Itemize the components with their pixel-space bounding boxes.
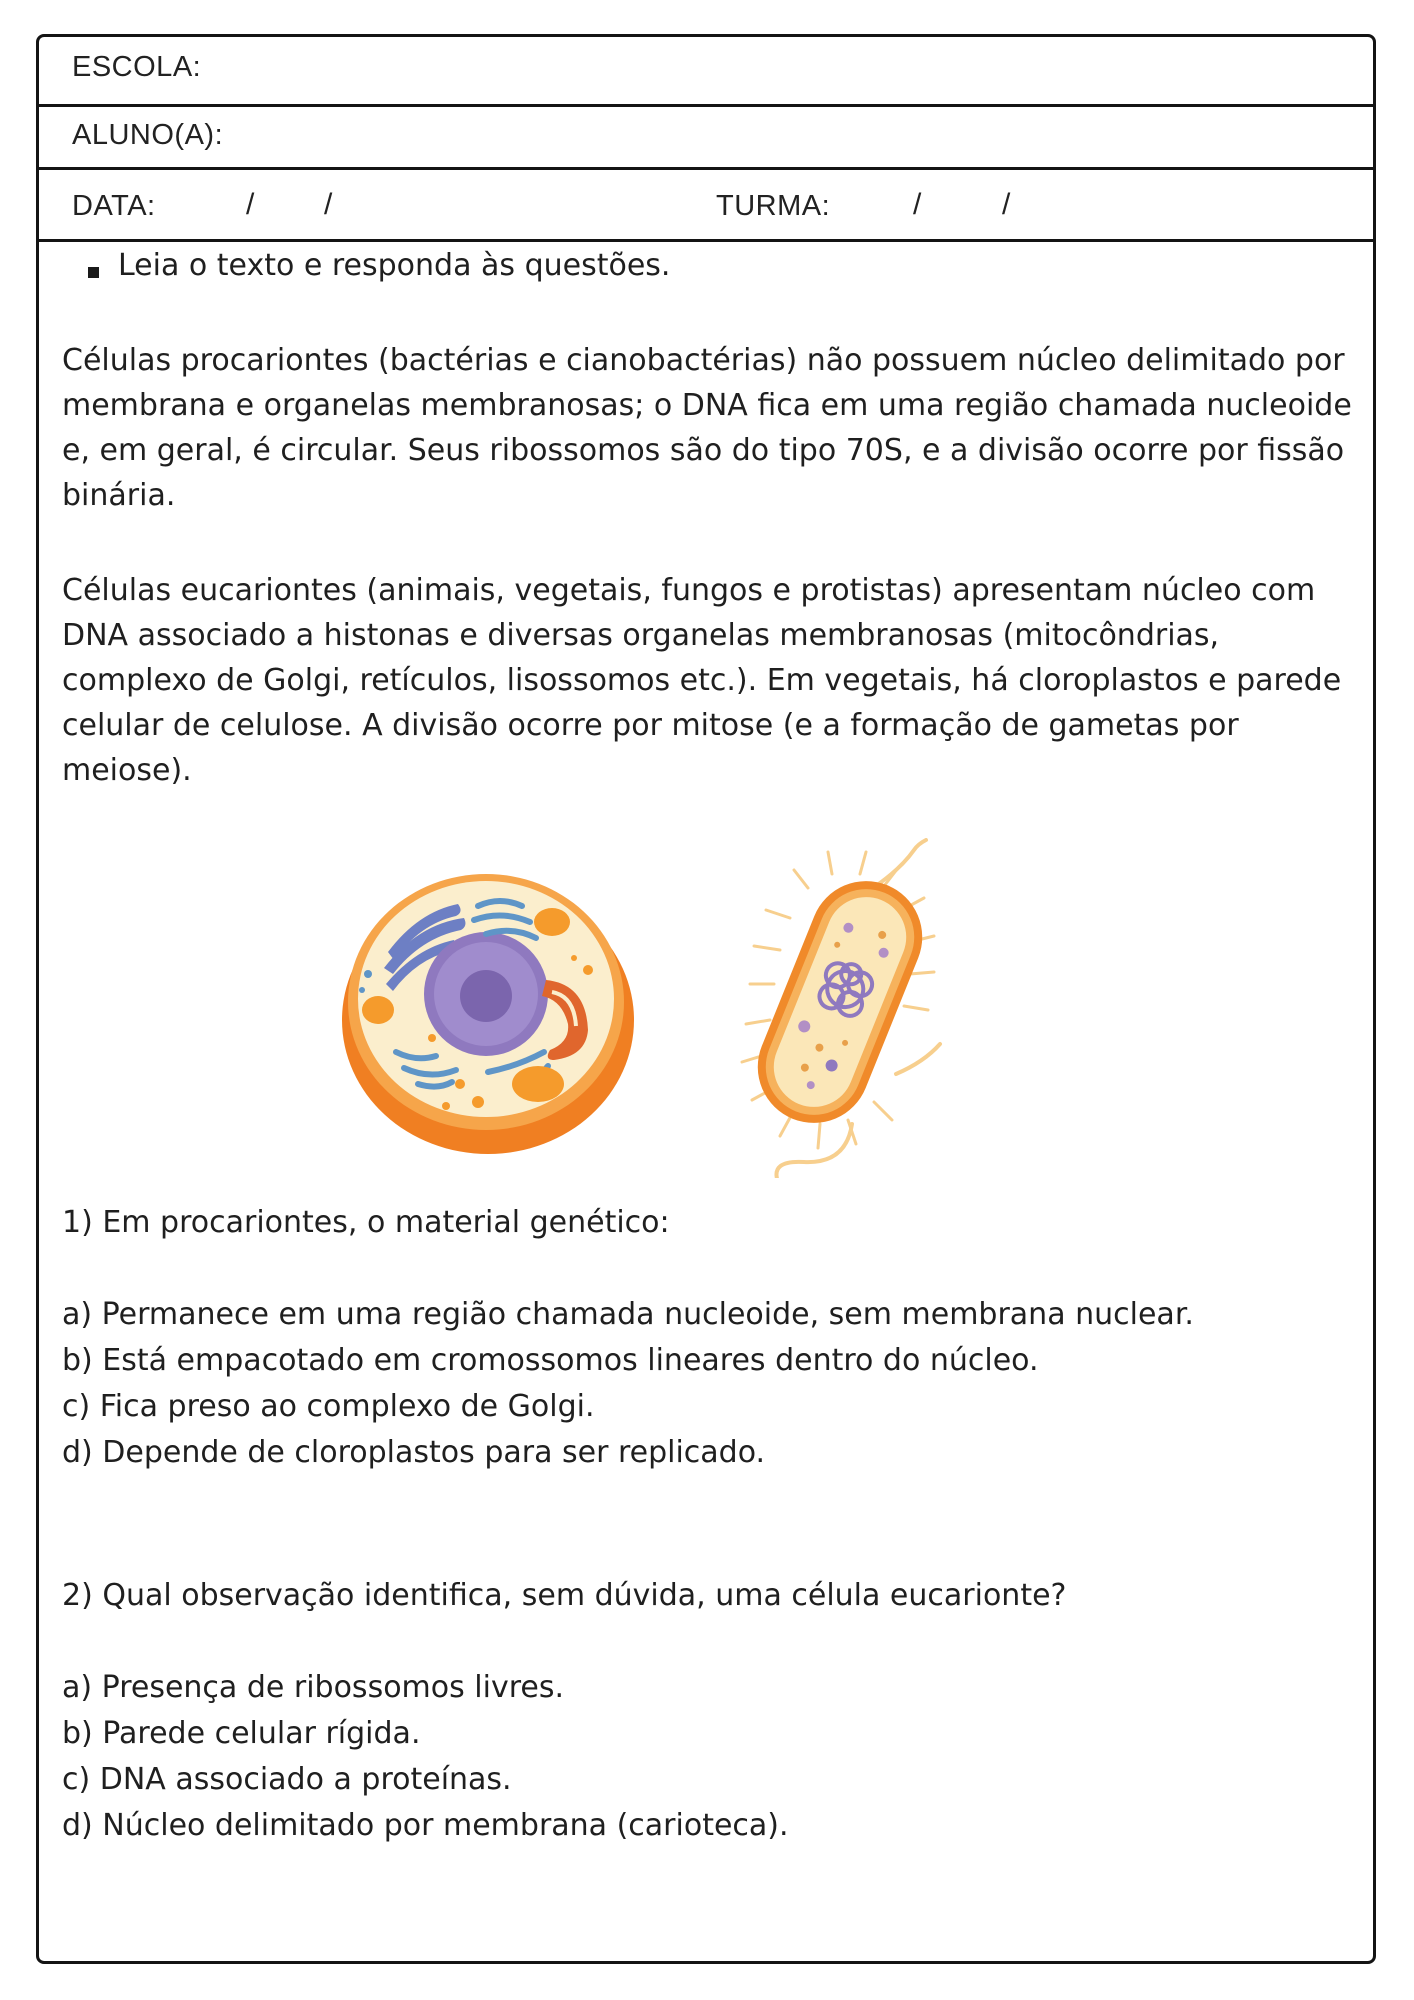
turma-separator: /	[913, 188, 922, 221]
header-row-aluno	[39, 107, 1373, 170]
bullet-square-icon	[88, 267, 99, 278]
question-1-option-c: c) Fica preso ao complexo de Golgi.	[62, 1389, 595, 1424]
bacterium-illustration	[720, 838, 960, 1178]
aluno-label: ALUNO(A):	[72, 119, 224, 151]
header-row-data-turma	[39, 170, 1373, 242]
nucleolus	[460, 970, 512, 1022]
animal-cell-illustration	[338, 862, 638, 1154]
paragraph-eucariontes: Células eucariontes (animais, vegetais, fungos e protistas) apresentam núcleo com DNA associado a histonas e diversas organelas membranosas (mitocôndrias, complexo de Golgi, retículos, lisossomos etc.). Em vegetais, há cloroplastos e parede celular de celulose. A divisão ocorre por mitose (e a formação de gametas por meiose).	[62, 573, 1342, 788]
question-2-option-b: b) Parede celular rígida.	[62, 1716, 421, 1751]
turma-label: TURMA:	[716, 190, 831, 222]
header-row-escola	[39, 37, 1373, 107]
paragraph-procariontes: Células procariontes (bactérias e cianobactérias) não possuem núcleo delimitado por membrana e organelas membranosas; o DNA fica em uma região chamada nucleoide e, em geral, é circular. Seus ribossomos são do tipo 70S, e a divisão ocorre por fissão binária.	[62, 343, 1352, 513]
question-1-option-d: d) Depende de cloroplastos para ser replicado.	[62, 1435, 766, 1470]
question-1-option-a: a) Permanece em uma região chamada nucleoide, sem membrana nuclear.	[62, 1297, 1194, 1332]
date-separator: /	[246, 188, 255, 221]
escola-label: ESCOLA:	[72, 51, 202, 83]
question-2-option-d: d) Núcleo delimitado por membrana (carioteca).	[62, 1808, 789, 1843]
question-2-prompt: 2) Qual observação identifica, sem dúvida, uma célula eucarionte?	[62, 1578, 1067, 1613]
question-2-option-a: a) Presença de ribossomos livres.	[62, 1670, 565, 1705]
turma-separator: /	[1002, 188, 1011, 221]
data-label: DATA:	[72, 190, 156, 222]
flagellum-bottom	[776, 1124, 852, 1178]
date-separator: /	[324, 188, 333, 221]
question-1-prompt: 1) Em procariontes, o material genético:	[62, 1205, 670, 1240]
instruction-text: Leia o texto e responda às questões.	[118, 248, 671, 283]
question-1-option-b: b) Está empacotado em cromossomos lineares dentro do núcleo.	[62, 1343, 1039, 1378]
question-2-option-c: c) DNA associado a proteínas.	[62, 1762, 512, 1797]
